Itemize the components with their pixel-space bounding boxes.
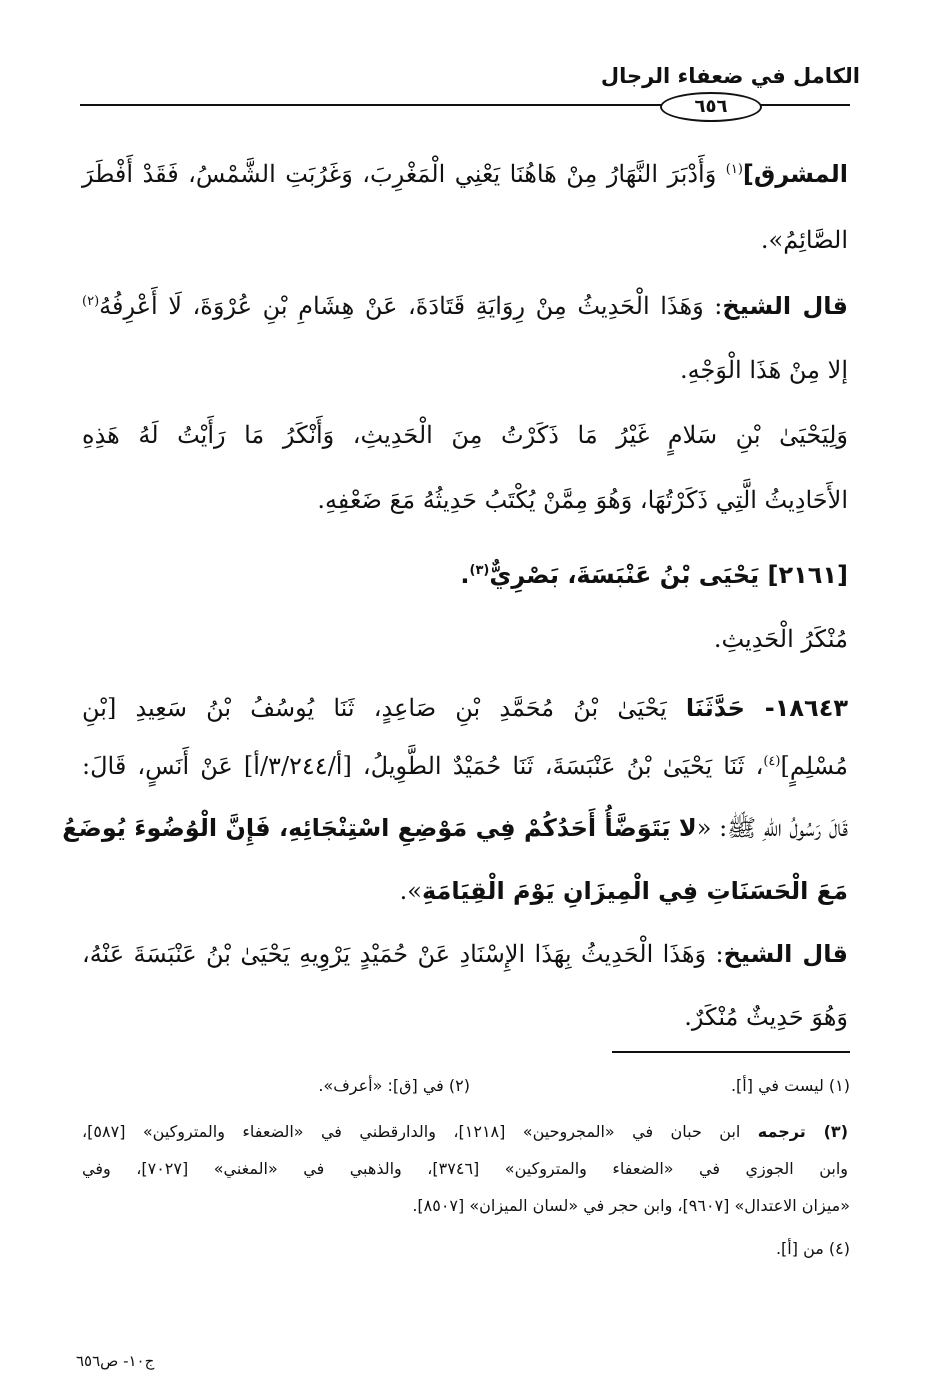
footnote-3-line-3: «ميزان الاعتدال» [٩٦٠٧]، وابن حجر في «لسان الميزان» [٨٥٠٧]. <box>412 1196 850 1215</box>
text-line-6: الأَحَادِيثُ الَّتِي ذَكَرْتُهَا، وَهُوَ مِمَّنْ يُكْتَبُ حَدِيثُهُ مَعَ ضَعْفِهِ. <box>317 486 848 514</box>
text-line-1: المشرق]$^{(١)}$ وَأَدْبَرَ النَّهَارُ مِنْ هَاهُنَا يَعْنِي الْمَغْرِبَ، وَغَرُبَتِ الشَّمْسُ، فَقَدْ أَفْطَرَ <box>82 160 848 188</box>
text-line-9: ١٨٦٤٣- حَدَّثَنَا يَحْيَىٰ بْنُ مُحَمَّدِ بْنِ صَاعِدٍ، ثَنَا يُوسُفُ بْنُ سَعِيدِ [بْنِ <box>82 694 848 722</box>
volume-page-signature: ج١٠- ص٦٥٦ <box>76 1352 155 1370</box>
text-line-10: مُسْلِمٍ]$^{(٤)}$، ثَنَا يَحْيَىٰ بْنُ عَنْبَسَةَ، ثَنَا حُمَيْدٌ الطَّوِيلُ، [أ/٣/٢٤٤/أ] عَنْ أَنَسٍ، قَالَ: <box>82 752 849 780</box>
text-line-14: وَهُوَ حَدِيثٌ مُنْكَرٌ. <box>684 1003 848 1031</box>
text-line-8: مُنْكَرُ الْحَدِيثِ. <box>713 625 848 653</box>
footnote-3-line-1: (٣) ترجمه ابن حبان في «المجروحين» [١٢١٨]، والدارقطني في «الضعفاء والمتروكين» [٥٨٧]، <box>82 1122 848 1141</box>
text-line-13: قال الشيخ: وَهَذَا الْحَدِيثُ بِهَذَا الإِسْنَادِ عَنْ حُمَيْدٍ يَرْوِيهِ يَحْيَىٰ بْنُ عَنْبَسَةَ عَنْهُ، <box>82 940 848 968</box>
text-line-5: وَلِيَحْيَىٰ بْنِ سَلامٍ غَيْرُ مَا ذَكَرْتُ مِنَ الْحَدِيثِ، وَأَنْكَرُ مَا رَأَيْتُ لَهُ هَذِهِ <box>82 421 848 449</box>
text-line-2: الصَّائِمُ». <box>760 226 848 254</box>
running-title: الكامل في ضعفاء الرجال <box>600 64 860 88</box>
text-line-3: قال الشيخ: وَهَذَا الْحَدِيثُ مِنْ رِوَايَةِ قَتَادَةَ، عَنْ هِشَامِ بْنِ عُرْوَةَ، لَا أَعْرِفُهُ$^{(٢)}$ <box>82 292 848 320</box>
entry-heading: [٢١٦١] يَحْيَى بْنُ عَنْبَسَةَ، بَصْرِيٌّ$^{(٣)}$. <box>460 561 848 589</box>
footnote-2: (٢) في [ق]: «أعرف». <box>318 1076 470 1095</box>
text-line-11: قَالَ رَسُولُ اللهِ ﷺ: «لا يَتَوَضَّأُ أَحَدُكُمْ فِي مَوْضِعِ اسْتِنْجَائِهِ، فَإِنَّ الْوُضُوءَ يُوضَعُ <box>62 814 848 842</box>
footnote-rule <box>612 1051 850 1053</box>
page-number: ٦٥٦ <box>660 92 762 122</box>
footnote-1: (١) ليست في [أ]. <box>730 1076 850 1095</box>
text-line-4: إلا مِنْ هَذَا الْوَجْهِ. <box>680 356 848 384</box>
footnote-4: (٤) من [أ]. <box>775 1239 850 1258</box>
footnote-3-line-2: وابن الجوزي في «الضعفاء والمتروكين» [٣٧٤٦]، والذهبي في «المغني» [٧٠٢٧]، وفي <box>82 1159 848 1178</box>
text-line-12: مَعَ الْحَسَنَاتِ فِي الْمِيزَانِ يَوْمَ الْقِيَامَةِ». <box>399 877 848 905</box>
